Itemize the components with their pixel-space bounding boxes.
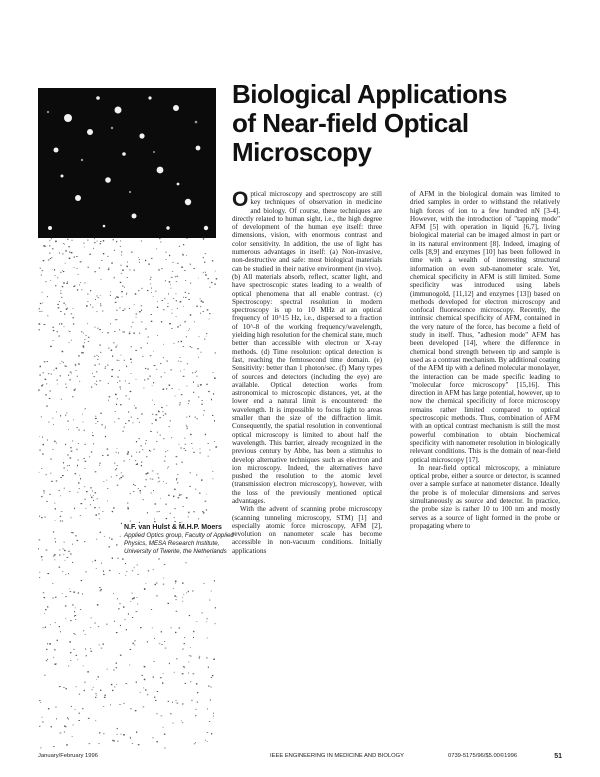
paragraph: of AFM in the biological domain was limited to dried samples in order to withstand the relatively high forces of ion to a few hundred nN [3-4]. However, with the introduction of "tapping mode" AFM [5] with operation in liquid [6,7], living biological material can be imaged almost in part or in its natural environment [8]. Indeed, imaging of cells [8,9] and enzymes [10] has been followed in time with a wealth of interesting structural information on even sub-nanometer scale. Yet, chemical specificity in AFM is still limited. Some specificity was introduced using labels (immunogold, [11,12] and enzymes [13]) based on methods developed for electron microscopy and confocal fluorescence microscopy. Recently, the intrinsic chemical specificity of AFM, contained in the very nature of the force, has become a field of study in itself. Thus, "adhesion mode" AFM has been developed [14], where the difference in chemical bond strength between tip and sample is used as a contrast mechanism. By additional coating of the AFM tip with a defined molecular monolayer, the interaction can be made specific leading to "molecular force microscopy" [15,16]. This direction in AFM has large potential, however, up to now the chemical specificity of force microscopy remains rather limited compared to optical spectroscopic methods. Thus, combination of AFM with an optical contrast mechanism is still the most powerful combination to obtain biochemical specificity with nanometer resolution in biologically relevant conditions. This is the domain of near-field optical microscopy [17]. — [410, 190, 560, 464]
body-column-1 — [232, 190, 382, 745]
article-title — [232, 80, 562, 167]
paragraph — [232, 190, 382, 505]
page-number: 51 — [554, 753, 562, 760]
author-block — [124, 523, 246, 556]
body-column-2 — [410, 190, 560, 745]
paragraph: In near-field optical microscopy, a miniature optical probe, either a source or detector, is scanned over a sample surface at nanometer distance. Ideally the probe is of molecular dimensions and serves simultaneously as source and detector. In practice, the probe size is rather 10 to 100 nm and mostly serves as a source of light formed in the probe or propagating where to — [410, 463, 560, 530]
footer-reference: 0739-5175/96/$5.00©1996 — [448, 753, 518, 759]
footer-journal: IEEE ENGINEERING IN MEDICINE AND BIOLOGY — [270, 753, 404, 759]
affiliation: Applied Optics group, Faculty of Applied Physics, MESA Research Institute, University of Twente, the Netherlands — [124, 532, 234, 555]
title-line-2: of Near-field Optical — [232, 108, 469, 138]
microscopy-image — [38, 88, 216, 238]
left-column — [38, 88, 234, 748]
drop-cap: O — [232, 188, 249, 211]
title-line-3: Microscopy — [232, 137, 372, 167]
decorative-stipple — [38, 238, 216, 748]
author-names: N.F. van Hulst & M.H.P. Moers — [124, 524, 222, 531]
page-footer — [38, 753, 562, 763]
paragraph: With the advent of scanning probe microscopy (scanning tunneling microscopy, STM) [1] and especially atomic force microscopy, AFM [2], revolution on nanometer scale has become accessible in non-vacuum conditions. Initially applications — [232, 505, 382, 555]
title-line-1: Biological Applications — [232, 79, 508, 109]
footer-date: January/February 1996 — [38, 753, 98, 759]
paragraph-text: ptical microscopy and spectroscopy are still key techniques of observation in medicine and biology. Of course, these techniques are directly related to human sight, i.e., the high degree of development of the human eye itself: three dimensions, vision, with enormous contrast and color sensitivity. In addition, the use of light has numerous advantages in itself: (a) Non-invasive, non-destructive and safe: most biological materials can be studied in their native environment (in vivo). (b) All materials absorb, reflect, scatter light, and have spectroscopic states leading to a wealth of optical phenomena that all enable contrast. (c) Spectroscopy: spectral resolution in modern spectroscopy is up to 10 MHz at an optical frequency of 10^15 Hz, i.e., dispersed to a fraction of 10^-8 of the working frequency/wavelength, yielding high resolution for the chemical state, much better than accessible with electron or X-ray methods. (d) Time resolution: optical detection is fast, reaching the femtosecond time domain. (e) Sensitivity: better than 1 photon/sec. (f) Many types of sources and detectors (including the eye) are available. Optical detection works from astronomical to microscopic distances, yet, at the lower end a natural limit is encountered: the wavelength. It is impossible to focus light to areas smaller than the size of the diffraction limit. Consequently, the spatial resolution in conventional optical microscopy is limited to about half the wavelength. This barrier, already recognized in the previous century by Abbe, has been a stimulus to develop alternative techniques such as electron and ion microscopy. Indeed, the alternatives have pushed the resolution to the atomic level (transmission electron microscopy), however, with the loss of the previously mentioned optical advantages. — [232, 190, 382, 505]
